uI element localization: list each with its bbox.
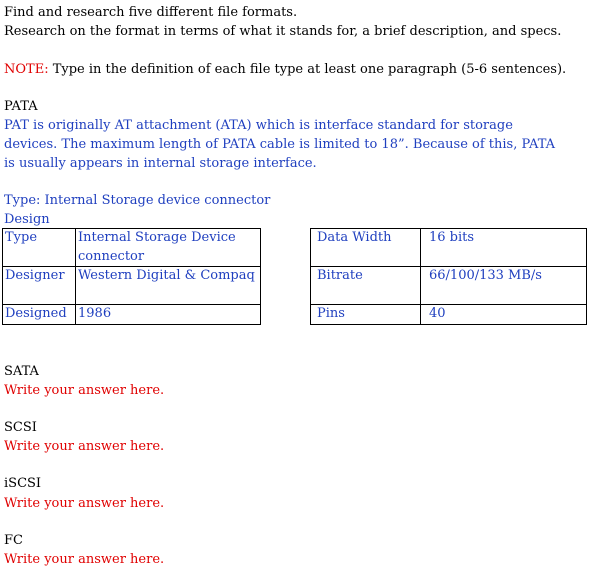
- pata-description-line-1: PAT is originally AT attachment (ATA) which is interface standard for storage: [4, 118, 513, 133]
- sata-answer-text[interactable]: Write your answer here.: [4, 383, 165, 398]
- pata-design-table: [2, 228, 261, 325]
- pata-description-line-3: is usually appears in internal storage interface.: [4, 156, 317, 171]
- table-cell-label: Data Width: [311, 229, 421, 267]
- table-cell-value: 66/100/133 MB/s: [421, 267, 587, 305]
- iscsi-answer-text[interactable]: Write your answer here.: [4, 496, 165, 511]
- instruction-line-1: Find and research five different file formats.: [4, 5, 298, 20]
- scsi-answer-text[interactable]: Write your answer here.: [4, 439, 165, 454]
- table-cell-value: 16 bits: [421, 229, 587, 267]
- pata-description-line-2: devices. The maximum length of PATA cable is limited to 18”. Because of this, PATA: [4, 137, 556, 152]
- table-row: [3, 267, 261, 305]
- table-cell-label: Bitrate: [311, 267, 421, 305]
- table-row: [3, 229, 261, 267]
- table-row: [311, 305, 587, 325]
- pata-heading: PATA: [4, 99, 38, 114]
- table-cell-value: 40: [421, 305, 587, 325]
- iscsi-heading: iSCSI: [4, 476, 42, 491]
- note-line: [4, 60, 566, 79]
- note-text: Type in the definition of each file type at least one paragraph (5-6 sentences).: [48, 62, 567, 77]
- table-cell-label: Pins: [311, 305, 421, 325]
- fc-answer-text[interactable]: Write your answer here.: [4, 552, 165, 567]
- pata-design-line: Design: [4, 212, 50, 227]
- scsi-heading: SCSI: [4, 420, 37, 435]
- table-row: [311, 267, 587, 305]
- instruction-line-2: Research on the format in terms of what it stands for, a brief description, and specs.: [4, 24, 562, 39]
- table-cell-value: Western Digital & Compaq: [76, 267, 261, 305]
- table-cell-label: Type: [3, 229, 76, 267]
- pata-specs-table: [310, 228, 587, 325]
- note-label: NOTE:: [4, 62, 49, 77]
- fc-heading: FC: [4, 533, 23, 548]
- table-cell-value: Internal Storage Device connector: [76, 229, 261, 267]
- pata-type-line: Type: Internal Storage device connector: [4, 193, 271, 208]
- table-row: [311, 229, 587, 267]
- table-row: [3, 305, 261, 325]
- sata-heading: SATA: [4, 364, 39, 379]
- table-cell-label: Designed: [3, 305, 76, 325]
- table-cell-label: Designer: [3, 267, 76, 305]
- table-cell-value: 1986: [76, 305, 261, 325]
